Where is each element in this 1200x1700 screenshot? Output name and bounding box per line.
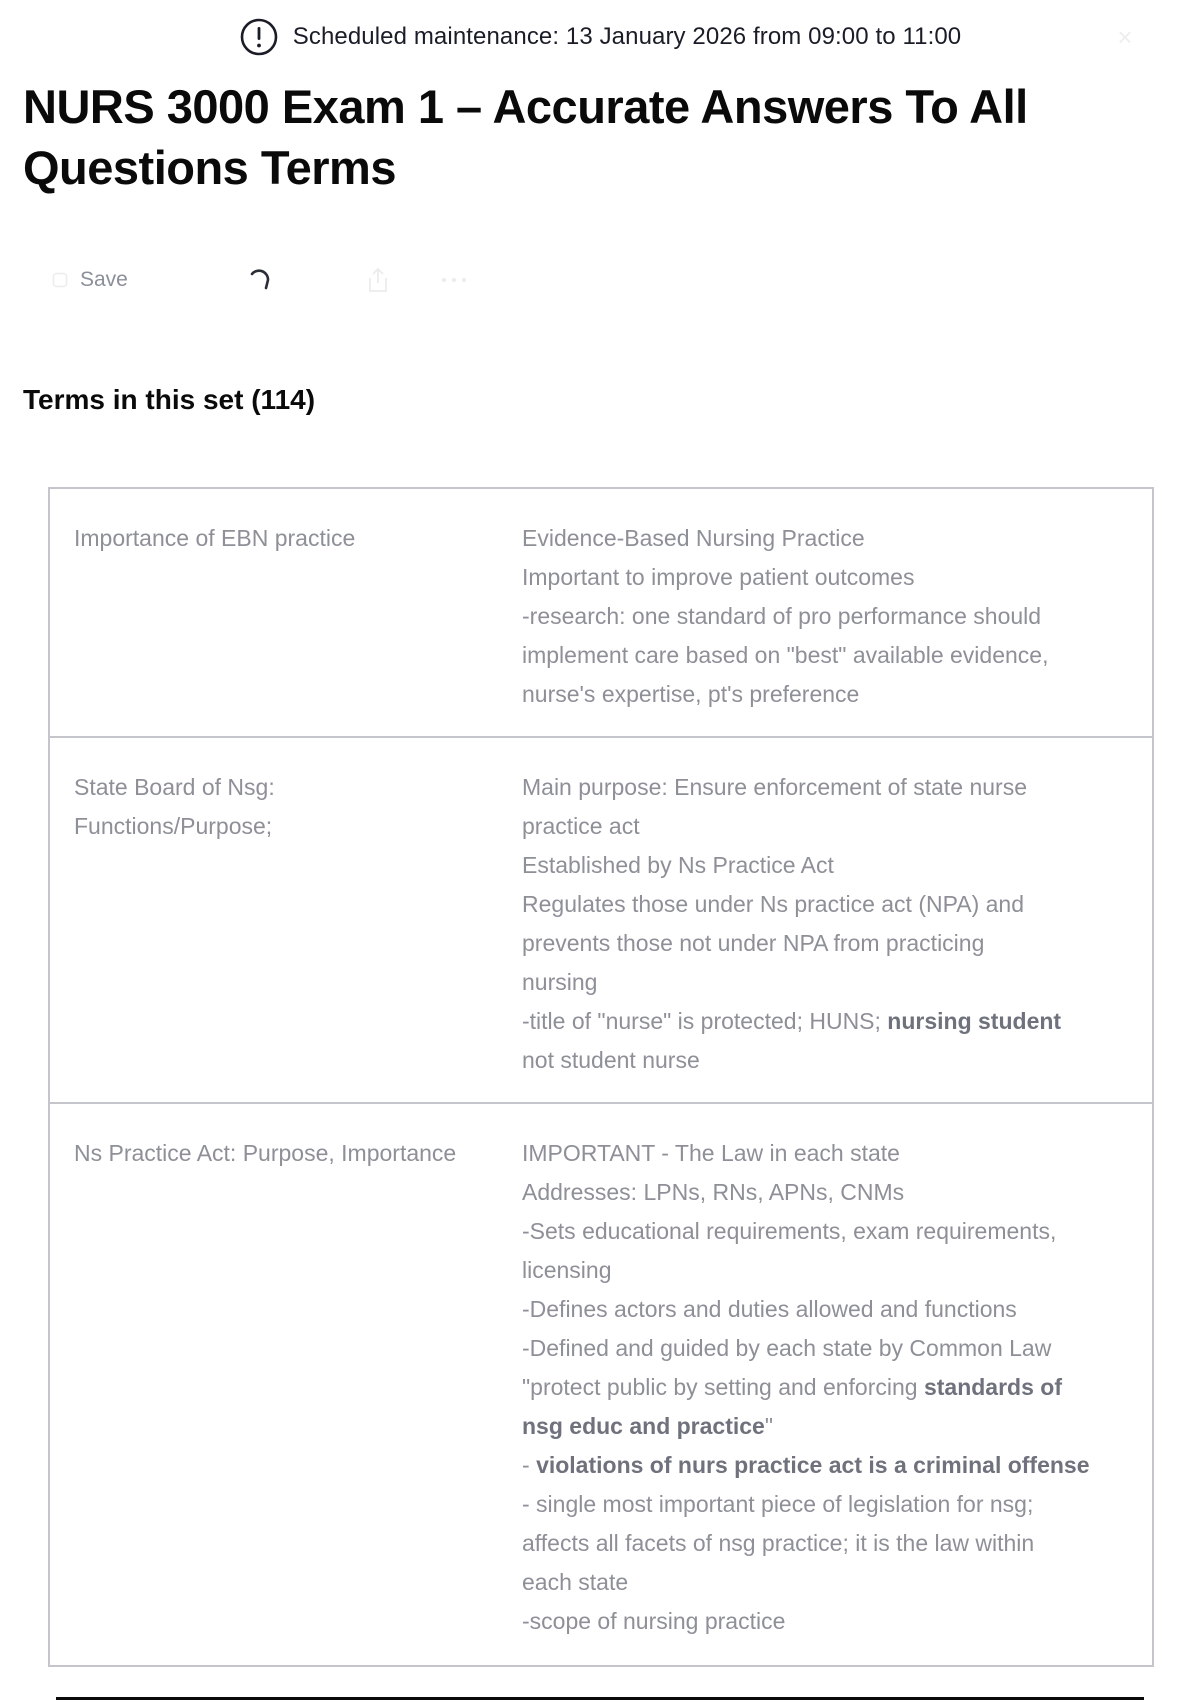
spinner-icon xyxy=(242,262,278,298)
close-icon[interactable]: × xyxy=(1117,21,1133,52)
definition-fragment: -title of "nurse" is protected; HUNS; xyxy=(522,1008,888,1034)
definition-emphasis: nsg educ and practice xyxy=(522,1413,765,1439)
definition-text xyxy=(522,489,1152,736)
maintenance-message: Scheduled maintenance: 13 January 2026 from 09:00 to 11:00 xyxy=(292,23,962,50)
definition-line: -Defined and guided by each state by Common Law xyxy=(522,1335,1052,1361)
share-icon[interactable] xyxy=(362,264,394,296)
save-button[interactable] xyxy=(52,258,128,302)
definition-line xyxy=(522,1368,1132,1407)
more-icon[interactable] xyxy=(436,264,472,296)
definition-line: Regulates those under Ns practice act (NPA) and xyxy=(522,891,1024,917)
definition-emphasis: standards of xyxy=(923,1374,1062,1400)
definition-fragment: - xyxy=(522,1452,537,1478)
term-row xyxy=(50,738,1152,1104)
definition-text xyxy=(522,738,1152,1102)
definition-line xyxy=(522,1002,1132,1041)
term-line: Ns Practice Act: Purpose, Importance xyxy=(74,1140,457,1166)
definition-line: prevents those not under NPA from practicing xyxy=(522,930,985,956)
definition-emphasis: violations of nurs practice act is a criminal offense xyxy=(536,1452,1090,1478)
term-text xyxy=(50,1104,522,1665)
definition-line: Addresses: LPNs, RNs, APNs, CNMs xyxy=(522,1179,905,1205)
term-text xyxy=(50,489,522,736)
maintenance-banner xyxy=(0,0,1200,74)
definition-line xyxy=(522,1446,1132,1485)
set-toolbar xyxy=(52,258,1052,302)
term-line: State Board of Nsg: xyxy=(74,774,275,800)
definition-line: - single most important piece of legislation for nsg; xyxy=(522,1491,1034,1517)
page-title: NURS 3000 Exam 1 – Accurate Answers To All Questions Terms xyxy=(23,80,1028,194)
definition-emphasis: nursing student xyxy=(887,1008,1062,1034)
definition-line: Evidence-Based Nursing Practice xyxy=(522,525,865,551)
terms-count-heading: Terms in this set (114) xyxy=(23,384,316,415)
definition-text xyxy=(522,1104,1152,1665)
definition-line: -research: one standard of pro performance should xyxy=(522,603,1042,629)
definition-line: IMPORTANT - The Law in each state xyxy=(522,1140,900,1166)
definition-line: practice act xyxy=(522,813,640,839)
terms-table xyxy=(48,487,1154,1667)
definition-line: implement care based on "best" available evidence, xyxy=(522,642,1049,668)
definition-line: not student nurse xyxy=(522,1047,700,1073)
definition-line: Important to improve patient outcomes xyxy=(522,564,915,590)
definition-line: -Sets educational requirements, exam requirements, xyxy=(522,1218,1057,1244)
term-text xyxy=(50,738,522,1102)
definition-line: -Defines actors and duties allowed and functions xyxy=(522,1296,1017,1322)
term-line: Importance of EBN practice xyxy=(74,525,356,551)
definition-line: Main purpose: Ensure enforcement of state nurse xyxy=(522,774,1028,800)
definition-line: each state xyxy=(522,1569,629,1595)
definition-line: -scope of nursing practice xyxy=(522,1608,786,1634)
alert-circle-icon xyxy=(239,17,279,57)
definition-fragment: " xyxy=(764,1413,774,1439)
definition-line: nursing xyxy=(522,969,598,995)
term-row xyxy=(50,1104,1152,1665)
definition-line: affects all facets of nsg practice; it is the law within xyxy=(522,1530,1035,1556)
save-label: Save xyxy=(80,268,128,291)
term-line: Functions/Purpose; xyxy=(74,813,273,839)
term-row xyxy=(50,489,1152,738)
definition-line xyxy=(522,1407,1132,1446)
definition-line: nurse's expertise, pt's preference xyxy=(522,681,860,707)
definition-line: licensing xyxy=(522,1257,612,1283)
bookmark-icon xyxy=(52,272,68,288)
definition-line: Established by Ns Practice Act xyxy=(522,852,834,878)
definition-fragment: "protect public by setting and enforcing xyxy=(522,1374,924,1400)
